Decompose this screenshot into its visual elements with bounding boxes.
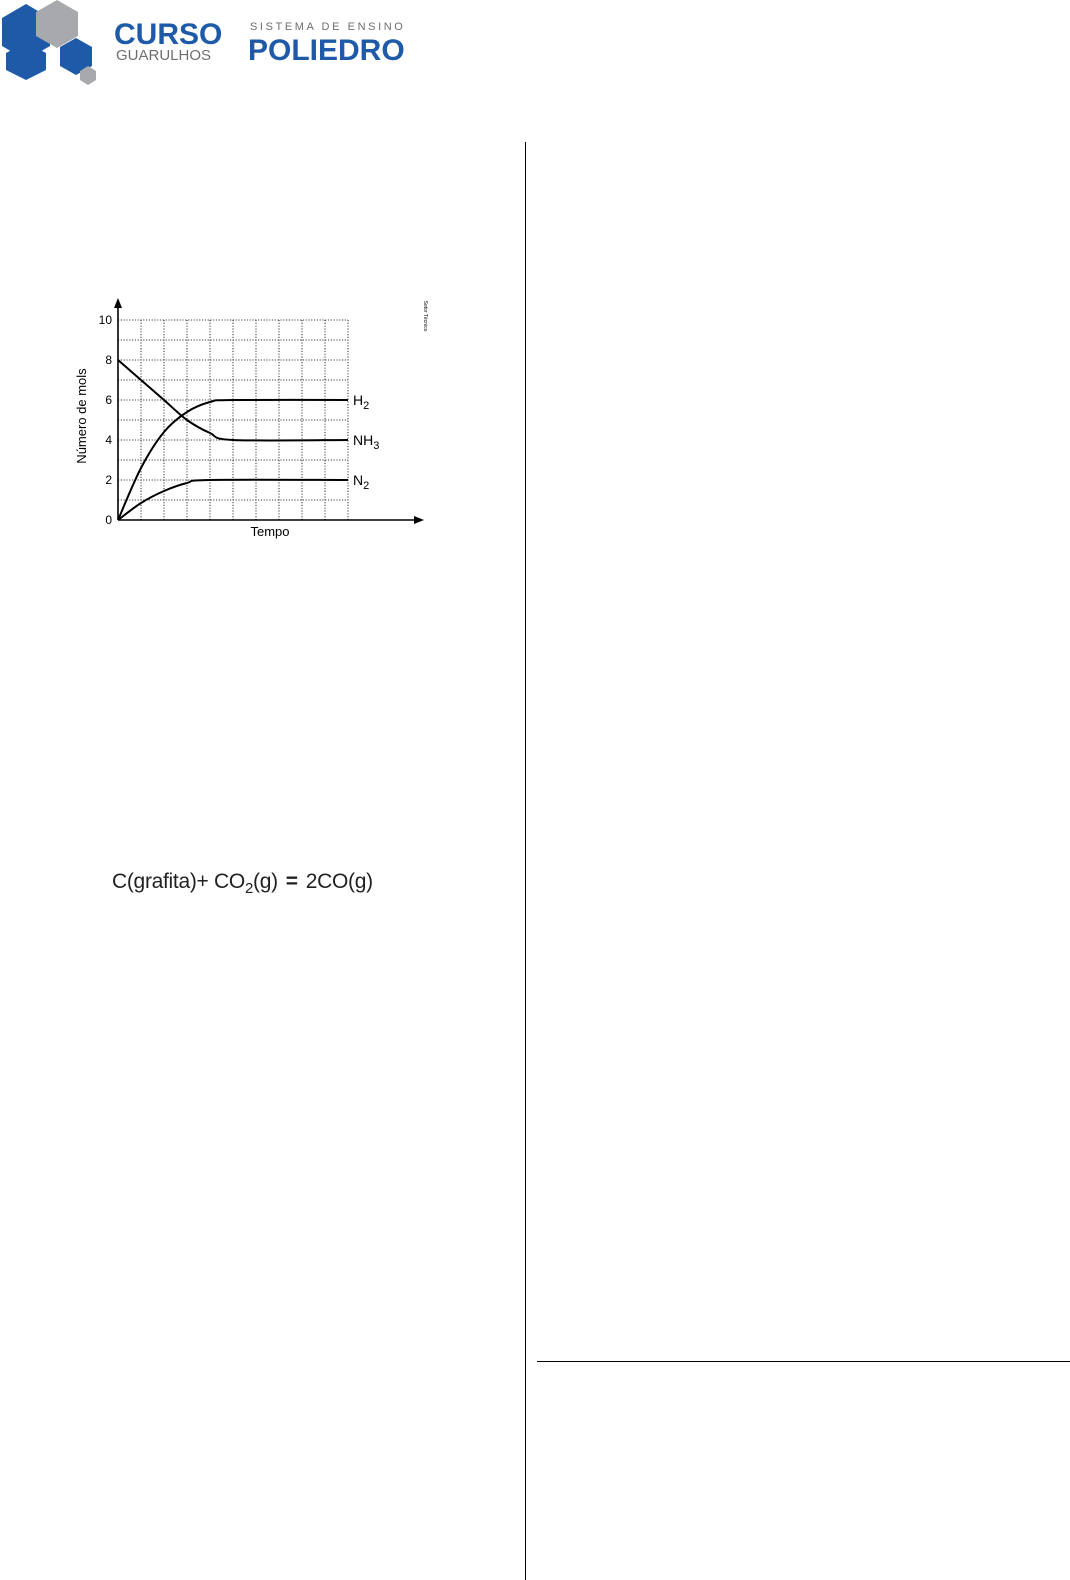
y-axis-arrow-icon [114, 298, 122, 308]
y-tick-label: 10 [98, 313, 112, 327]
logo-sistema-text: SISTEMA DE ENSINO [250, 21, 406, 33]
series-labels [353, 392, 379, 492]
image-credit: Setor Técnico [422, 300, 428, 332]
eq-reactant-2 [209, 870, 278, 897]
y-tick-label: 4 [105, 433, 112, 447]
footnote-rule [537, 1361, 1070, 1362]
eq-reactant-2-state: (g) [253, 870, 278, 893]
eq-plus: + [196, 870, 209, 893]
eq-reactant-2-sub: 2 [244, 880, 253, 897]
y-tick-label: 2 [105, 473, 112, 487]
eq-sign: = [285, 870, 298, 893]
series-label-n2: $N_2$ [353, 472, 370, 492]
curso-guarulhos-poliedro-logo [0, 0, 420, 92]
series-label-h2: $H_2$ [353, 392, 370, 412]
x-axis-label: Tempo [250, 524, 290, 539]
series-label-nh3: $NH_3$ [353, 432, 380, 452]
x-axis-arrow-icon [414, 516, 424, 524]
chart-grid [118, 320, 348, 520]
eq-reactant-2-formula: CO [214, 870, 245, 893]
y-tick-labels [99, 313, 113, 527]
logo-guarulhos-text: GUARULHOS [116, 47, 212, 64]
y-tick-label: 6 [105, 393, 112, 407]
column-divider [525, 142, 526, 1580]
y-tick-label: 8 [105, 353, 112, 367]
eq-product: 2CO(g) [305, 870, 373, 893]
y-axis-label: Número de mols [74, 368, 89, 464]
y-tick-label: 0 [105, 513, 112, 527]
chemical-equation [112, 870, 373, 897]
logo-poliedro-text: POLIEDRO [248, 34, 405, 67]
mols-vs-time-chart [60, 290, 440, 550]
logo-curso-text: CURSO [114, 18, 223, 51]
eq-reactant-1: C(grafita) [112, 870, 197, 893]
